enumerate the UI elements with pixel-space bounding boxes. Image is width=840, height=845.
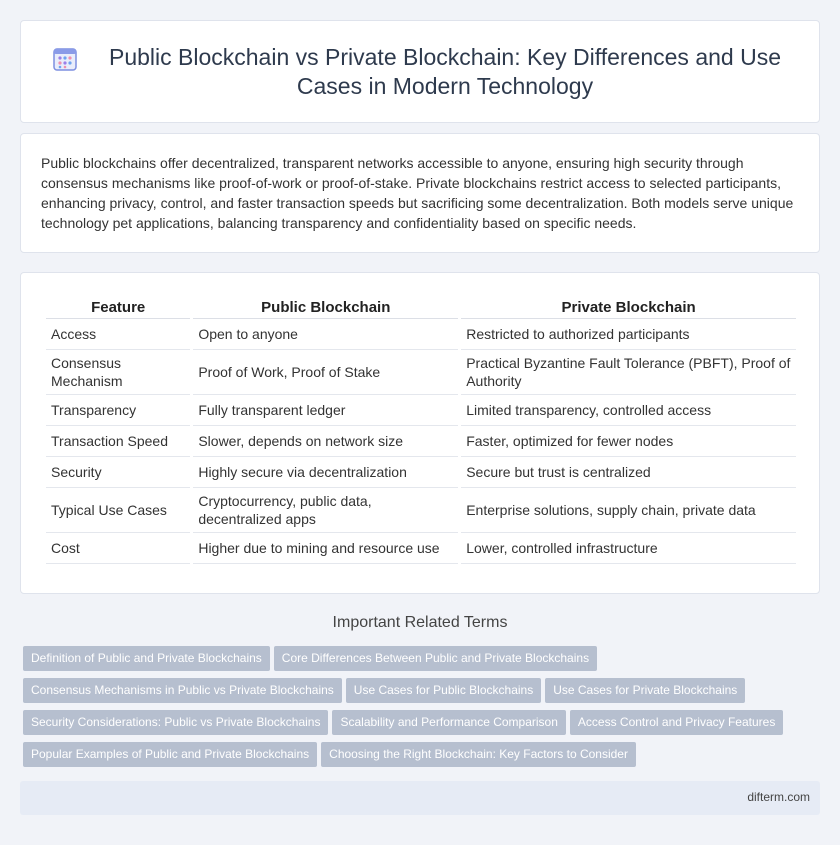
related-term-tag[interactable]: Security Considerations: Public vs Private Blockchains — [23, 710, 328, 735]
related-term-tag[interactable]: Use Cases for Private Blockchains — [545, 678, 745, 703]
cell-feature: Access — [46, 319, 190, 350]
comparison-table-card — [20, 272, 820, 594]
footer — [20, 781, 820, 815]
page-title: Public Blockchain vs Private Blockchain: Key Differences and Use Cases in Modern Technology — [108, 44, 781, 99]
table-row — [46, 426, 796, 457]
cell-private: Enterprise solutions, supply chain, private data — [461, 488, 796, 533]
cell-private: Restricted to authorized participants — [461, 319, 796, 350]
cell-public: Cryptocurrency, public data, decentralized apps — [193, 488, 458, 533]
cell-feature: Security — [46, 457, 190, 488]
cell-private: Secure but trust is centralized — [461, 457, 796, 488]
cell-private: Lower, controlled infrastructure — [461, 533, 796, 564]
header-public-blockchain: Public Blockchain — [193, 295, 458, 319]
header-feature: Feature — [46, 295, 190, 319]
cell-public: Slower, depends on network size — [193, 426, 458, 457]
intro-card — [20, 133, 820, 253]
cell-public: Open to anyone — [193, 319, 458, 350]
cell-feature: Transparency — [46, 395, 190, 426]
comparison-table — [43, 295, 799, 564]
related-term-tag[interactable]: Core Differences Between Public and Private Blockchains — [274, 646, 597, 671]
cell-public: Higher due to mining and resource use — [193, 533, 458, 564]
related-terms-heading: Important Related Terms — [332, 614, 508, 631]
cell-public: Fully transparent ledger — [193, 395, 458, 426]
related-term-tag[interactable]: Choosing the Right Blockchain: Key Factors to Consider — [321, 742, 636, 767]
cell-feature: Transaction Speed — [46, 426, 190, 457]
cell-private: Faster, optimized for fewer nodes — [461, 426, 796, 457]
cell-public: Highly secure via decentralization — [193, 457, 458, 488]
table-row — [46, 319, 796, 350]
title-card — [20, 20, 820, 123]
table-row — [46, 350, 796, 395]
related-term-tag[interactable]: Definition of Public and Private Blockchains — [23, 646, 270, 671]
related-term-tag[interactable]: Scalability and Performance Comparison — [332, 710, 565, 735]
related-terms-tags — [23, 646, 823, 774]
related-term-tag[interactable]: Consensus Mechanisms in Public vs Private Blockchains — [23, 678, 342, 703]
table-row — [46, 488, 796, 533]
cell-private: Practical Byzantine Fault Tolerance (PBFT), Proof of Authority — [461, 350, 796, 395]
related-term-tag[interactable]: Popular Examples of Public and Private Blockchains — [23, 742, 317, 767]
table-row — [46, 395, 796, 426]
intro-paragraph: Public blockchains offer decentralized, transparent networks accessible to anyone, ensuring high security through consensus mechanisms like proof-of-work or proof-of-stake. Private blockchains restrict access to selected participants, enhancing privacy, control, and faster transaction speeds but sacrificing some decentralization. Both models serve unique technology pet applications, balancing transparency and confidentiality based on specific needs. — [41, 155, 794, 231]
cell-public: Proof of Work, Proof of Stake — [193, 350, 458, 395]
cell-feature: Cost — [46, 533, 190, 564]
table-header-row — [46, 295, 796, 319]
header-private-blockchain: Private Blockchain — [461, 295, 796, 319]
table-row — [46, 533, 796, 564]
related-term-tag[interactable]: Access Control and Privacy Features — [570, 710, 783, 735]
cell-feature: Typical Use Cases — [46, 488, 190, 533]
cell-feature: Consensus Mechanism — [46, 350, 190, 395]
related-term-tag[interactable]: Use Cases for Public Blockchains — [346, 678, 541, 703]
footer-site-link[interactable]: difterm.com — [747, 790, 810, 804]
cell-private: Limited transparency, controlled access — [461, 395, 796, 426]
table-row — [46, 457, 796, 488]
